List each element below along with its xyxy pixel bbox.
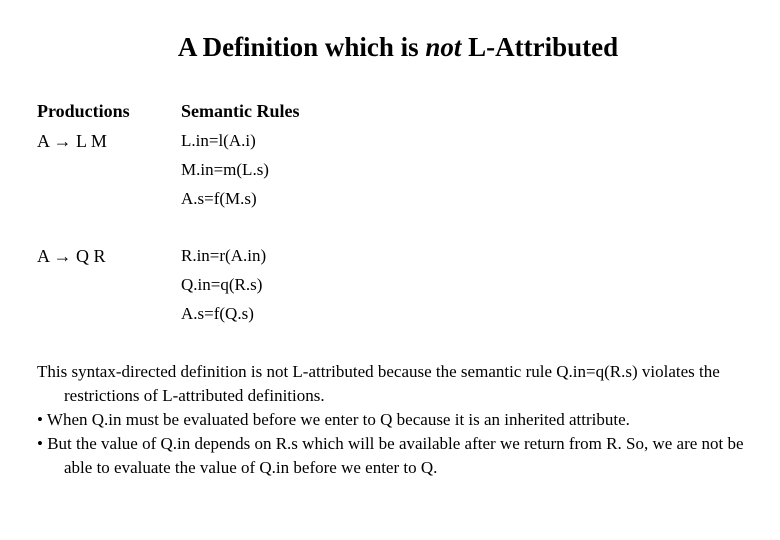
production-2-rule-1: R.in=r(A.in) (181, 246, 267, 265)
production-1-rule-3: A.s=f(M.s) (181, 189, 257, 208)
production-2-rule-2: Q.in=q(R.s) (181, 275, 263, 294)
production-2-rule-3: A.s=f(Q.s) (181, 304, 254, 323)
explanation (37, 360, 762, 480)
production-1-rule-1: L.in=l(A.i) (181, 131, 256, 150)
explanation-bullet-1: • When Q.in must be evaluated before we enter to Q because it is an inherited attribute. (37, 410, 630, 429)
productions-header: Productions (37, 101, 130, 121)
slide-title (0, 32, 780, 63)
explanation-intro: This syntax-directed definition is not L-attributed because the semantic rule Q.in=q(R.s) violates the restrictions of L-attributed definitions. (37, 362, 720, 405)
explanation-bullet-2: • But the value of Q.in depends on R.s which will be available after we return from R. So, we are not be able to evaluate the value of Q.in before we enter to Q. (37, 434, 744, 477)
production-1-rule-2: M.in=m(L.s) (181, 160, 269, 179)
title-text-before: A Definition which is (177, 32, 426, 62)
title-emphasis: not (425, 32, 462, 62)
production-2: A → Q R (37, 246, 106, 266)
production-1: A → L M (37, 131, 107, 151)
title-text-after: L-Attributed (461, 32, 619, 62)
semantic-rules-header: Semantic Rules (181, 101, 300, 121)
